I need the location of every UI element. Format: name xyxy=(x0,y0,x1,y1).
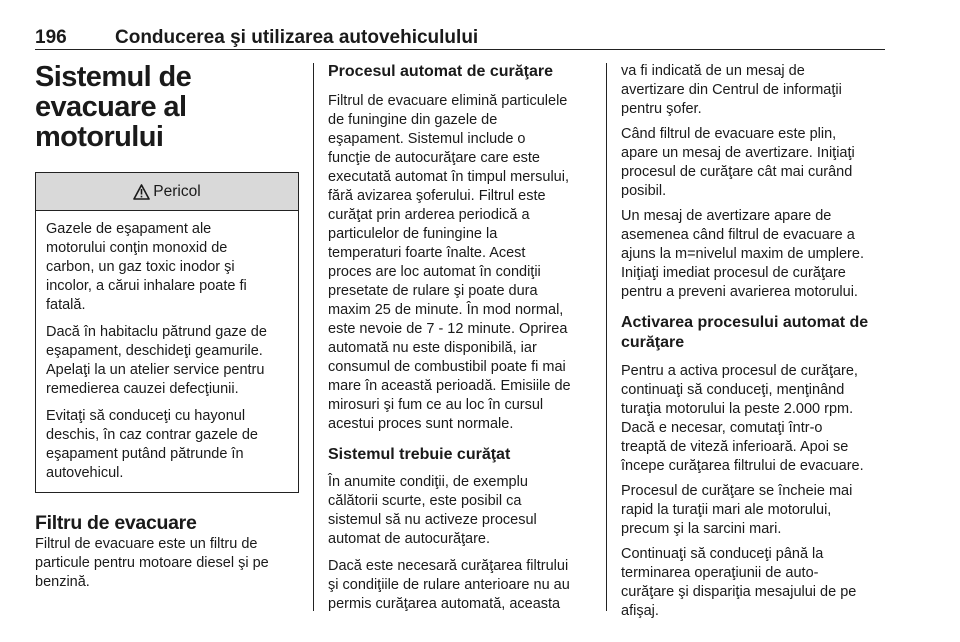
warning-body xyxy=(36,211,298,492)
warning-paragraph: Dacă în habitaclu pătrund gaze de eşapament, deschideţi geamurile. Apelaţi la un atelier service pentru remedierea cauzei defecţiunii. xyxy=(46,324,267,397)
column-1 xyxy=(35,62,299,592)
column-2 xyxy=(328,62,592,614)
column-divider-1 xyxy=(313,63,314,611)
section-title-exhaust-system: Sistemul de evacuare al motorului xyxy=(35,61,192,153)
body-paragraph: Dacă este necesară curăţarea filtrului şi condiţiile de rulare anterioare nu au permis curăţarea automată, aceasta xyxy=(328,558,570,612)
body-paragraph: Un mesaj de avertizare apare de asemenea când filtrul de evacuare a ajuns la m=nivelul maxim de umplere. Iniţiaţi imediat procesul de curăţare pentru a preveni avarierea motorului. xyxy=(621,208,864,300)
exhaust-filter-text: Filtrul de evacuare este un filtru de particule pentru motoare diesel şi pe benzină. xyxy=(35,536,269,590)
chapter-title: Conducerea şi utilizarea autovehiculului xyxy=(115,27,479,48)
warning-triangle-icon xyxy=(133,184,150,200)
body-paragraph: va fi indicată de un mesaj de avertizare din Centrul de informaţii pentru şofer. xyxy=(621,63,842,117)
body-paragraph: În anumite condiţii, de exemplu călătorii scurte, este posibil ca sistemul să nu activeze procesul automat de autocurăţare. xyxy=(328,474,537,547)
warning-box xyxy=(35,172,299,493)
warning-header xyxy=(36,173,298,211)
body-paragraph: Filtrul de evacuare elimină particulele de funingine din gazele de eşapament. Sistemul include o funcţie de autocurăţare care este executată automat în timpul mersului, fără avizarea şoferului. Filtrul este curăţat prin arderea periodică a particulelor de funingine la temperaturi foarte înalte. Acest proces are loc automat în condiţii presetate de rulare şi poate dura maxim 25 de minute. În mod normal, este nevoie de 7 - 12 minute. Oprirea automată nu este disponibilă, iar consumul de combustibil poate fi mai mare în această perioadă. Emisiile de mirosuri şi fum ce au loc în cursul acestui proces sunt normale. xyxy=(328,93,571,432)
column-3 xyxy=(621,62,885,621)
warning-paragraph: Evitaţi să conduceţi cu hayonul deschis, în caz contrar gazele de eşapament putând pătrunde în autovehicul. xyxy=(46,408,258,481)
warning-paragraph: Gazele de eşapament ale motorului conţin monoxid de carbon, un gaz toxic inodor şi incolor, a cărui inhalare poate fi fatală. xyxy=(46,221,247,313)
page-number: 196 xyxy=(35,27,67,48)
body-paragraph: Când filtrul de evacuare este plin, apare un mesaj de avertizare. Iniţiaţi procesul de curăţare cât mai curând posibil. xyxy=(621,126,855,199)
heading-activate-cleaning: Activarea procesului automat de curăţare xyxy=(621,314,869,351)
page-header xyxy=(35,27,885,51)
header-divider xyxy=(35,49,885,50)
body-paragraph: Continuaţi să conduceţi până la terminarea operaţiunii de auto- curăţare şi dispariţia mesajului de pe afişaj. xyxy=(621,546,857,619)
heading-automatic-cleaning: Procesul automat de curăţare xyxy=(328,63,553,80)
heading-system-needs-cleaning: Sistemul trebuie curăţat xyxy=(328,446,511,463)
body-paragraph: Pentru a activa procesul de curăţare, continuaţi să conduceţi, menţinând turaţia motorului la peste 2.000 rpm. Dacă e necesar, comutaţi într-o treaptă de viteză inferioară. Apoi se începe curăţarea filtrului de evacuare. xyxy=(621,363,864,474)
body-paragraph: Procesul de curăţare se încheie mai rapid la turaţii mari ale motorului, precum şi la sarcini mari. xyxy=(621,483,853,537)
warning-label: Pericol xyxy=(153,182,201,200)
section-title-exhaust-filter: Filtru de evacuare xyxy=(35,512,197,534)
column-divider-2 xyxy=(606,63,607,611)
